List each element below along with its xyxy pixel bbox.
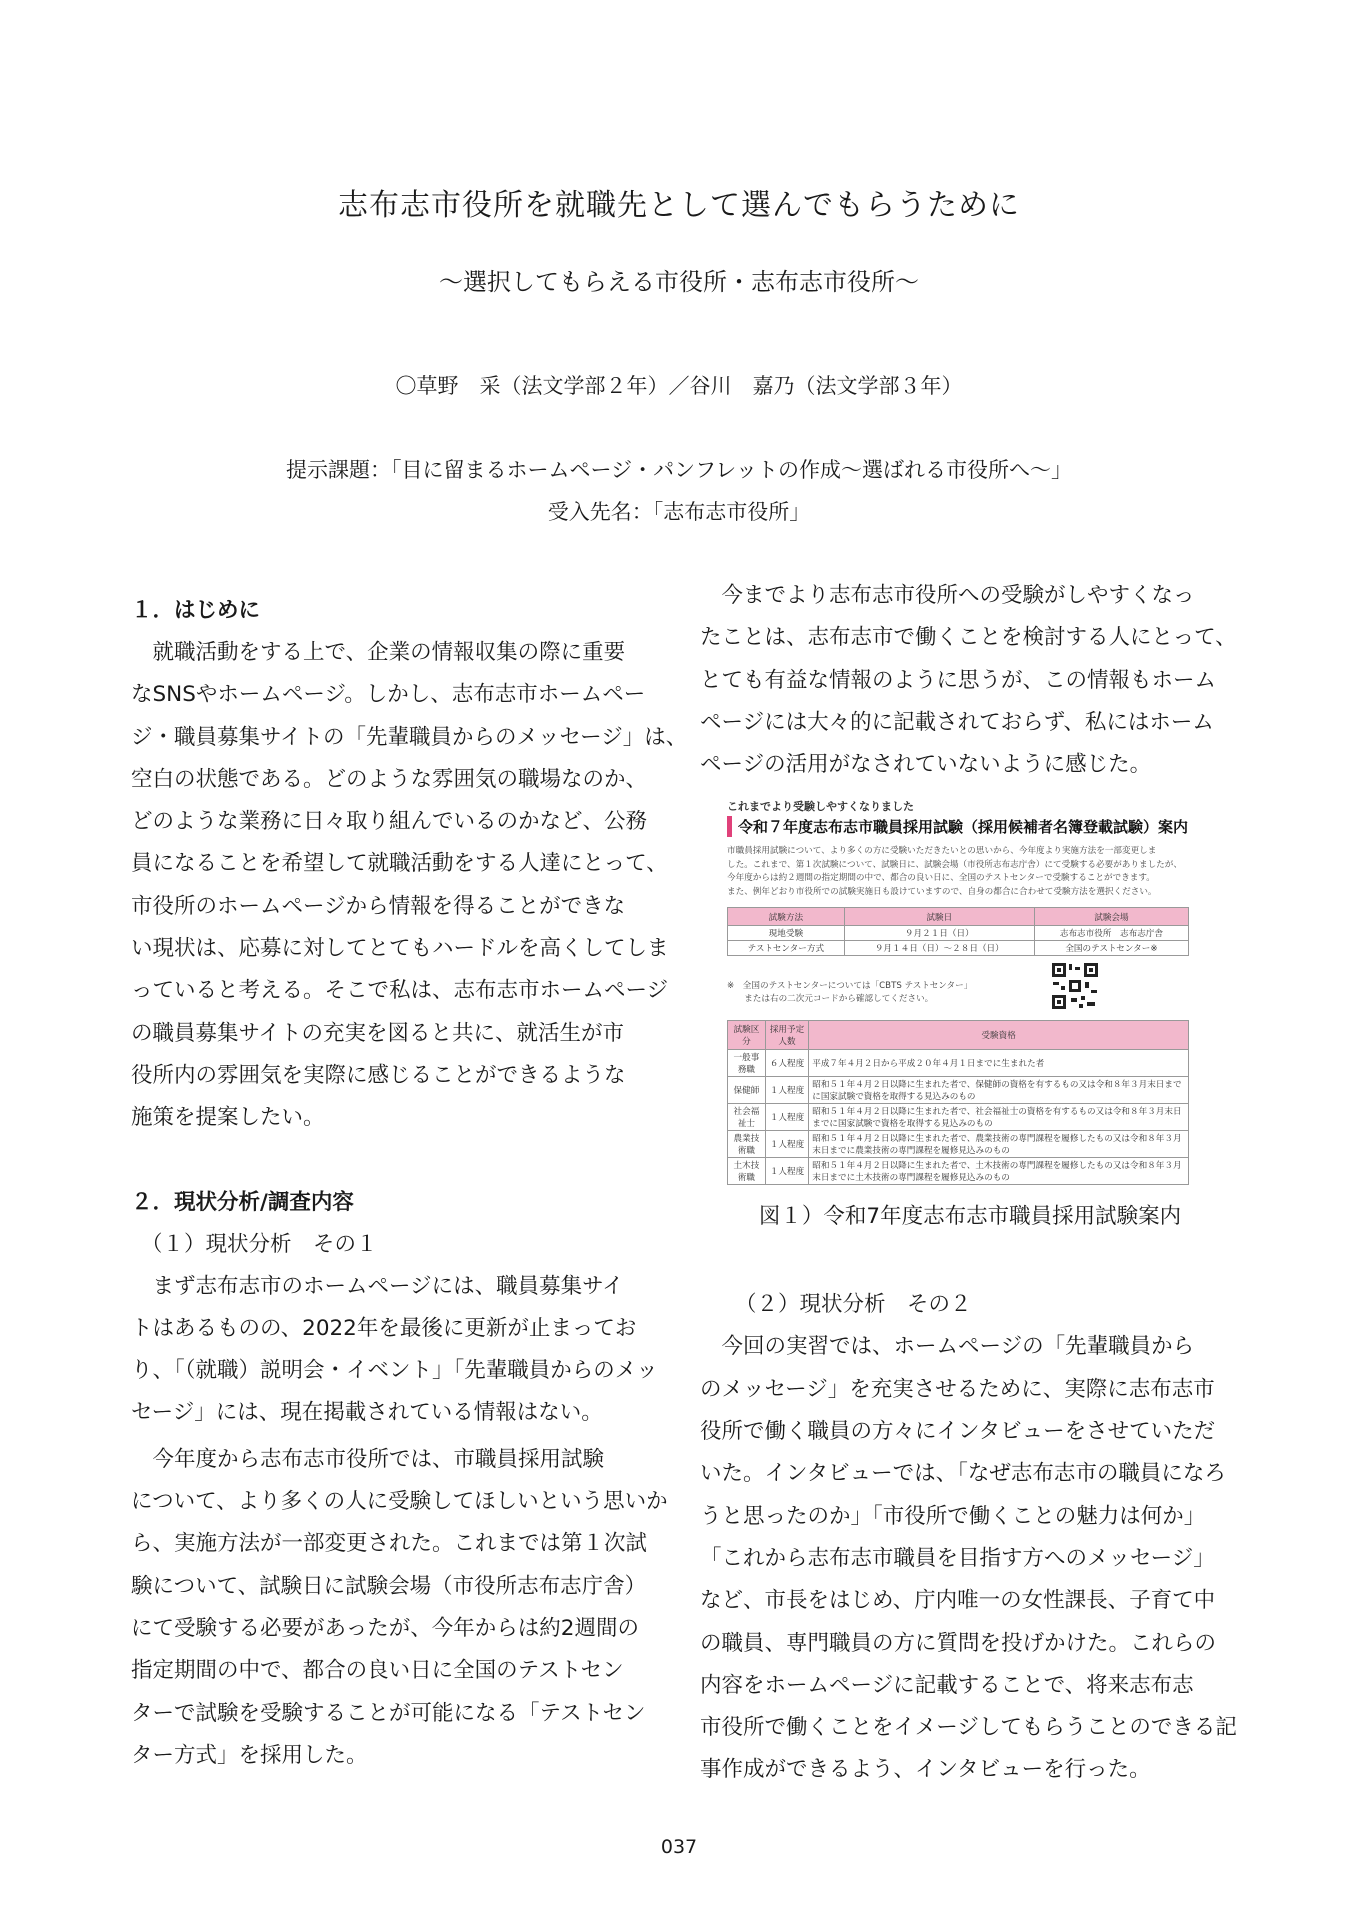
section-2-paragraph-1	[131, 1266, 671, 1435]
text-line: 指定期間の中で、都合の良い日に全国のテストセン	[131, 1658, 624, 1684]
table-cell: １人程度	[765, 1077, 808, 1104]
text-line: 今年度から志布志市役所では、市職員採用試験	[131, 1446, 605, 1472]
figure-paragraph	[727, 845, 1189, 899]
text-line: どのような業務に日々取り組んでいるのかなど、公務	[131, 809, 648, 835]
table-cell: ９月２１日（日）	[844, 926, 1034, 941]
host-organization: 受入先名：「志布志市役所」	[547, 500, 811, 524]
text-line: いた。インタビューでは、「なぜ志布志市の職員になろ	[700, 1461, 1226, 1487]
authors: 〇草野 采（法文学部２年）／谷川 嘉乃（法文学部３年）	[395, 374, 963, 398]
text-line: 内容をホームページに記載することで、将来志布志	[700, 1672, 1194, 1698]
text-line: 験について、試験日に試験会場（市役所志布志庁舎）	[131, 1573, 647, 1599]
text-line: ジ・職員募集サイトの「先輩職員からのメッセージ」は、	[131, 724, 688, 750]
text-line: の職員、専門職員の方に質問を投げかけた。これらの	[700, 1630, 1217, 1656]
table-header-cell: 試験区分	[728, 1021, 766, 1050]
figure-small-title: これまでより受験しやすくなりました	[727, 800, 914, 814]
table-cell: 一般事務職	[728, 1050, 766, 1077]
text-line: 「これから志布志市職員を目指す方へのメッセージ」	[700, 1545, 1215, 1571]
table-cell: 昭和５１年４月２日以降に生まれた者で、農業技術の専門課程を履修したもの又は令和８年３月末日までに農業技術の専門課程を履修見込みのもの	[809, 1131, 1189, 1158]
text-line: うと思ったのか」「市役所で働くことの魅力は何か」	[700, 1503, 1206, 1529]
figure-text-line: 市職員採用試験について、より多くの方に受験いただきたいとの思いから、今年度より実施方法を一部変更しま	[727, 846, 1157, 857]
exam-guide-figure	[727, 798, 1189, 1185]
figure-caption: 図１）令和7年度志布志市職員採用試験案内	[758, 1204, 1182, 1230]
text-line: セージ」には、現在掲載されている情報はない。	[131, 1400, 603, 1426]
table-cell: テストセンター方式	[728, 941, 845, 956]
text-line: とても有益な情報のように思うが、この情報もホーム	[700, 667, 1217, 693]
text-line: のメッセージ」を充実させるために、実際に志布志市	[700, 1376, 1215, 1402]
qr-code-icon	[1051, 962, 1099, 1014]
table-cell: １人程度	[765, 1131, 808, 1158]
figure-note-2: または右の二次元コードから確認してください。	[727, 994, 934, 1005]
table-header-cell: 試験日	[844, 908, 1034, 926]
table-header-row	[728, 1021, 1189, 1050]
table-row	[728, 1104, 1189, 1131]
text-line: っていると考える。そこで私は、志布志市ホームページ	[131, 978, 669, 1004]
right-paragraph-2	[700, 1326, 1240, 1791]
right-paragraph-1	[700, 575, 1240, 786]
figure-text-line: 今年度からは約２週間の指定期間の中で、都合の良い日に、全国のテストセンターで受験することができます。	[727, 873, 1155, 884]
figure-note-1: ※ 全国のテストセンターについては「CBTS テストセンター」	[727, 981, 973, 992]
text-line: トはあるものの、2022年を最後に更新が止まってお	[131, 1315, 637, 1341]
text-line: など、市長をはじめ、庁内唯一の女性課長、子育て中	[700, 1588, 1216, 1614]
table-row	[728, 1050, 1189, 1077]
table-cell: 保健師	[728, 1077, 766, 1104]
section-2-paragraph-2	[131, 1439, 671, 1777]
table-cell: 昭和５１年４月２日以降に生まれた者で、土木技術の専門課程を履修したもの又は令和８年３月末日までに土木技術の専門課程を履修見込みのもの	[809, 1158, 1189, 1185]
table-cell: 農業技術職	[728, 1131, 766, 1158]
text-line: ターで試験を受験することが可能になる「テストセン	[131, 1700, 646, 1726]
section-1-paragraph	[131, 632, 688, 1140]
text-line: まず志布志市のホームページには、職員募集サイ	[131, 1273, 624, 1299]
page-number: 037	[660, 1836, 698, 1858]
table-row	[728, 1158, 1189, 1185]
text-line: 施策を提案したい。	[131, 1105, 325, 1131]
table-cell: 全国のテストセンター※	[1034, 941, 1188, 956]
table-header-cell: 試験会場	[1034, 908, 1188, 926]
text-line: ら、実施方法が一部変更された。これまでは第１次試	[131, 1531, 648, 1557]
text-line: ページには大々的に記載されておらず、私にはホーム	[700, 709, 1214, 735]
table-cell: 現地受験	[728, 926, 845, 941]
section-2-heading: ２．現状分析/調査内容	[131, 1189, 354, 1215]
table-row	[728, 1131, 1189, 1158]
figure-text-line: また、例年どおり市役所での試験実施日も設けていますので、自身の都合に合わせて受験方法を選択ください。	[727, 886, 1157, 897]
table-cell: １人程度	[765, 1104, 808, 1131]
qualification-table	[727, 1020, 1189, 1185]
table-header-cell: 試験方法	[728, 908, 845, 926]
text-line: 今までより志布志市役所への受験がしやすくなっ	[700, 583, 1195, 608]
table-row	[728, 941, 1189, 956]
table-cell: 土木技術職	[728, 1158, 766, 1185]
table-cell: ６人程度	[765, 1050, 808, 1077]
text-line: たことは、志布志市で働くことを検討する人にとって、	[700, 625, 1237, 651]
figure-title: 令和７年度志布志市職員採用試験（採用候補者名簿登載試験）案内	[727, 816, 1189, 837]
table-cell: 社会福祉士	[728, 1104, 766, 1131]
text-line: 空白の状態である。どのような雰囲気の職場なのか、	[131, 766, 648, 792]
text-line: 員になることを希望して就職活動をする人達にとって、	[131, 851, 668, 877]
table-cell: ９月１４日（日）〜２８日（日）	[844, 941, 1034, 956]
section-2-subheading-2: （２）現状分析 その２	[735, 1292, 972, 1318]
figure-text-line: した。これまで、第１次試験について、試験日に、試験会場（市役所志布志庁舎）にて受験する必要がありましたが、	[727, 859, 1182, 870]
text-line: 事作成ができるよう、インタビューを行った。	[700, 1757, 1151, 1783]
page-subtitle: 〜選択してもらえる市役所・志布志市役所〜	[439, 268, 919, 296]
text-line: 今回の実習では、ホームページの「先輩職員から	[700, 1334, 1195, 1360]
text-line: にて受験する必要があったが、今年からは約2週間の	[131, 1615, 639, 1641]
text-line: 市役所のホームページから情報を得ることができな	[131, 893, 626, 919]
text-line: ター方式」を採用した。	[131, 1742, 368, 1768]
text-line: の職員募集サイトの充実を図ると共に、就活生が市	[131, 1020, 624, 1046]
text-line: い現状は、応募に対してとてもハードルを高くしてしま	[131, 936, 669, 962]
assignment: 提示課題：「目に留まるホームページ・パンフレットの作成〜選ばれる市役所へ〜」	[285, 458, 1073, 482]
text-line: なSNSやホームページ。しかし、志布志市ホームペー	[131, 682, 646, 708]
text-line: り、「（就職）説明会・イベント」「先輩職員からのメッ	[131, 1358, 658, 1384]
text-line: 市役所で働くことをイメージしてもらうことのできる記	[700, 1715, 1237, 1741]
table-cell: １人程度	[765, 1158, 808, 1185]
table-cell: 昭和５１年４月２日以降に生まれた者で、社会福祉士の資格を有するもの又は令和８年３月末日までに国家試験で資格を取得する見込みのもの	[809, 1104, 1189, 1131]
table-row	[728, 926, 1189, 941]
table-cell: 平成７年４月２日から平成２０年４月１日までに生まれた者	[809, 1050, 1189, 1077]
exam-method-table	[727, 907, 1189, 956]
section-2-subheading-1: （１）現状分析 その１	[141, 1231, 378, 1257]
table-cell: 昭和５１年４月２日以降に生まれた者で、保健師の資格を有するもの又は令和８年３月末日までに国家試験で資格を取得する見込みのもの	[809, 1077, 1189, 1104]
section-1-heading: １．はじめに	[131, 598, 261, 623]
table-header-cell: 受験資格	[809, 1021, 1189, 1050]
left-column	[131, 590, 688, 1777]
table-header-row	[728, 908, 1189, 926]
table-cell: 志布志市役所 志布志庁舎	[1034, 926, 1188, 941]
right-column	[700, 575, 1240, 1792]
table-row	[728, 1077, 1189, 1104]
text-line: 役所内の雰囲気を実際に感じることができるような	[131, 1062, 626, 1088]
text-line: について、より多くの人に受験してほしいという思いか	[131, 1489, 668, 1515]
text-line: 就職活動をする上で、企業の情報収集の際に重要	[131, 640, 626, 665]
text-line: 役所で働く職員の方々にインタビューをさせていただ	[700, 1419, 1216, 1445]
text-line: ページの活用がなされていないように感じた。	[700, 752, 1152, 778]
table-header-cell: 採用予定人数	[765, 1021, 808, 1050]
page-title: 志布志市役所を就職先として選んでもらうために	[338, 188, 1020, 223]
